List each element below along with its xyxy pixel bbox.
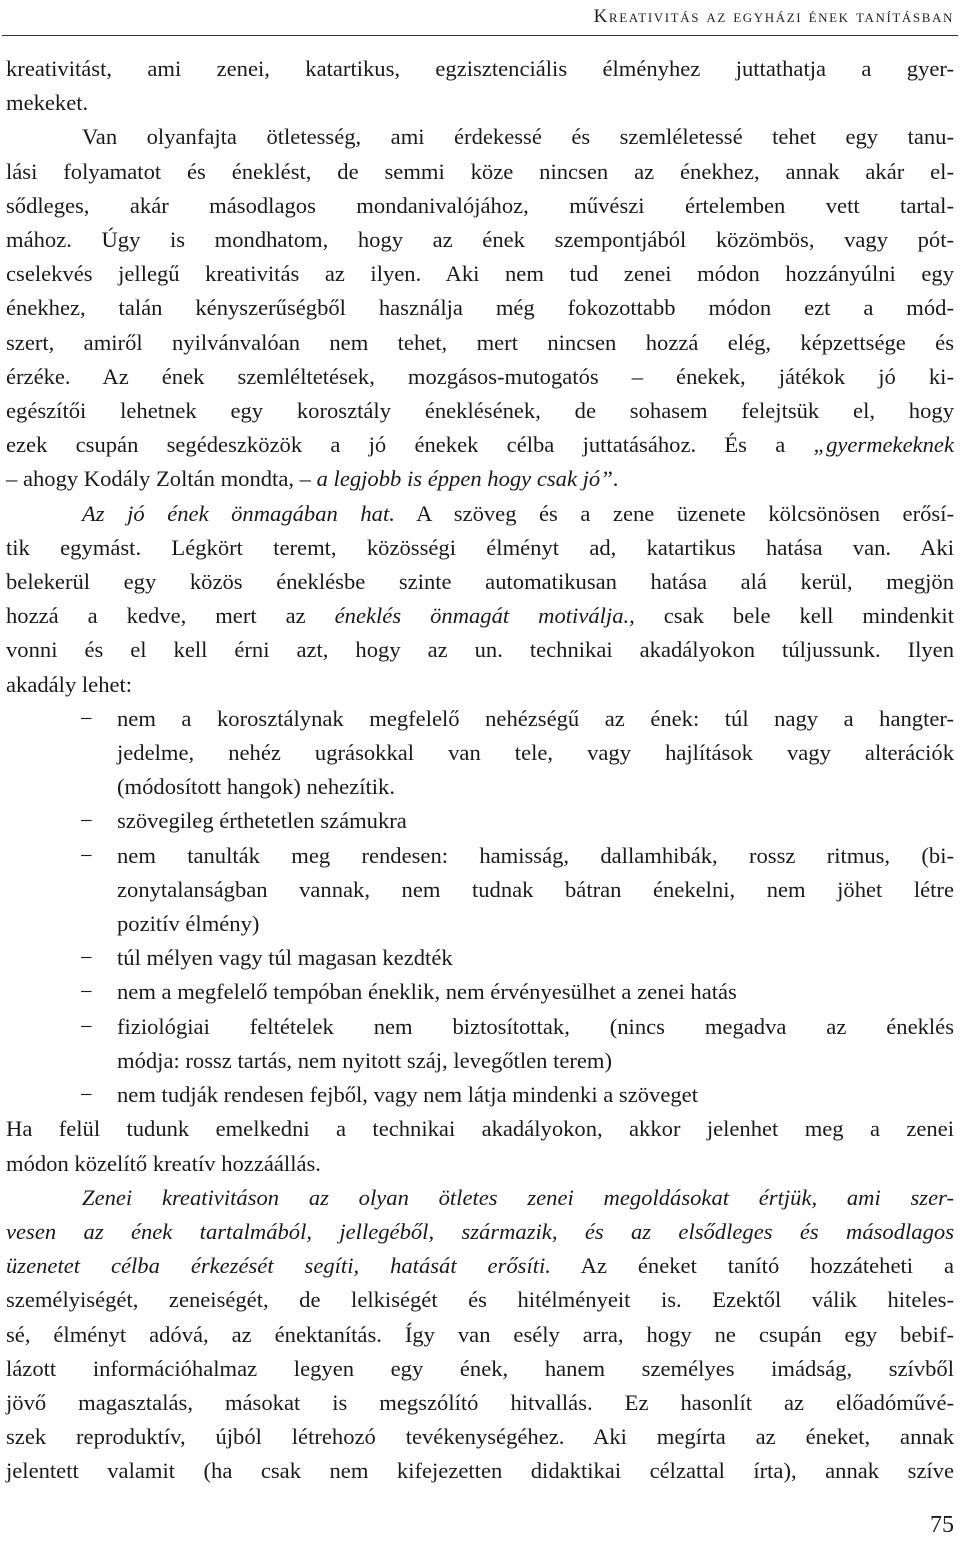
list-dash: −	[80, 705, 93, 731]
text-line: vonni és el kell érni azt, hogy az un. technikai akadályokon túljussunk. Ilyen	[6, 637, 954, 663]
text-line: egészítői lehetnek egy korosztály éneklésének, de sohasem felejtsük el, hogy	[6, 398, 954, 424]
list-dash: −	[80, 1082, 93, 1108]
list-dash: −	[80, 945, 93, 971]
list-item	[6, 804, 954, 838]
list-dash: −	[80, 1013, 93, 1039]
list-item	[6, 941, 954, 975]
list-item-text: nem tudják rendesen fejből, vagy nem látja mindenki a szöveget	[117, 1082, 698, 1108]
text-line: tik egymást. Légkört teremt, közösségi élményt ad, katartikus hatása van. Aki	[6, 534, 954, 560]
running-header-title: Kreativitás az egyházi ének tanításban	[593, 6, 954, 27]
list-dash: −	[80, 979, 93, 1005]
list-item-text: szövegileg érthetetlen számukra	[117, 808, 407, 834]
list-item-text: nem a megfelelő tempóban éneklik, nem érvényesülhet a zenei hatás	[117, 979, 737, 1005]
text-line: Zenei kreativitáson az olyan ötletes zenei megoldásokat értjük, ami szer-	[82, 1184, 954, 1210]
text-line: érzéke. Az ének szemléltetések, mozgásos-mutogatós – énekek, játékok jó ki-	[6, 363, 954, 389]
list-dash: −	[80, 808, 93, 834]
text-line: szek reproduktív, újból létrehozó tevékenységéhez. Aki megírta az éneket, annak	[6, 1424, 954, 1450]
text-line: Van olyanfajta ötletesség, ami érdekessé és szemléletessé tehet egy tanu-	[82, 124, 954, 150]
text-line: módon közelítő kreatív hozzáállás.	[6, 1150, 321, 1176]
list-dash: −	[80, 842, 93, 868]
text-line: akadály lehet:	[6, 671, 133, 697]
text-line: Az jó ének önmagában hat. A szöveg és a zene üzenete kölcsönösen erősí-	[82, 500, 955, 526]
list-item-continuation: (módosított hangok) nehezítik.	[117, 774, 395, 800]
page-number: 75	[930, 1512, 954, 1538]
text-line: cselekvés jellegű kreativitás az ilyen. Aki nem tud zenei módon hozzányúlni egy	[6, 261, 954, 287]
list-item-continuation: pozitív élmény)	[117, 911, 260, 937]
text-line: énekhez, talán kényszerűségből használja még fokozottabb módon ezt a mód-	[6, 295, 954, 321]
text-line: mához. Úgy is mondhatom, hogy az ének szempontjából közömbös, vagy pót-	[6, 227, 954, 253]
list-item-text: nem tanulták meg rendesen: hamisság, dallamhibák, rossz ritmus, (bi-	[117, 842, 954, 868]
text-line: jelentett valamit (ha csak nem kifejezetten didaktikai célzattal írta), annak szíve	[6, 1458, 954, 1484]
text-line: üzenetet célba érkezését segíti, hatását erősíti. Az éneket tanító hozzáteheti a	[6, 1253, 954, 1279]
text-line: – ahogy Kodály Zoltán mondta, – a legjobb is éppen hogy csak jó”.	[6, 466, 619, 492]
text-line: Ha felül tudunk emelkedni a technikai akadályokon, akkor jelenhet meg a zenei	[6, 1116, 954, 1142]
list-item-continuation: jedelme, nehéz ugrásokkal van tele, vagy hajlítások vagy alterációk	[117, 740, 954, 766]
running-header	[0, 0, 960, 40]
text-line: hozzá a kedve, mert az éneklés önmagát motiválja., csak bele kell mindenkit	[6, 603, 954, 629]
text-line: ezek csupán segédeszközök a jó énekek célba juttatásához. És a „gyermekeknek	[6, 432, 954, 458]
text-line: személyiségét, zeneiségét, de lelkiségét és hitélményeit is. Ezektől válik hiteles-	[6, 1287, 954, 1313]
text-line: lázott információhalmaz legyen egy ének, hanem személyes imádság, szívből	[6, 1355, 954, 1381]
list-item	[6, 1078, 954, 1112]
header-divider	[2, 35, 958, 36]
text-line: sődleges, akár másodlagos mondanivalójához, művészi értelemben vett tartal-	[6, 192, 954, 218]
text-line: vesen az ének tartalmából, jellegéből, származik, és az elsődleges és másodlagos	[6, 1218, 954, 1244]
list-item	[6, 975, 954, 1009]
list-item-text: fiziológiai feltételek nem biztosítottak, (nincs megadva az éneklés	[117, 1013, 954, 1039]
list-item	[6, 1010, 954, 1044]
list-item-continuation: módja: rossz tartás, nem nyitott száj, levegőtlen terem)	[117, 1047, 613, 1073]
text-line: szert, amiről nyilvánvalóan nem tehet, mert nincsen hozzá elég, képzettsége és	[6, 329, 954, 355]
text-line: mekeket.	[6, 90, 89, 116]
text-line: belekerül egy közös éneklésbe szinte automatikusan hatása alá kerül, megjön	[6, 569, 954, 595]
list-item-continuation: zonytalanságban vannak, nem tudnak bátran énekelni, nem jöhet létre	[117, 876, 954, 902]
list-item	[6, 839, 954, 873]
list-item	[6, 702, 954, 736]
text-line: jövő magasztalás, másokat is megszólító hitvallás. Ez hasonlít az előadóművé-	[6, 1389, 954, 1415]
text-line: lási folyamatot és éneklést, de semmi köze nincsen az énekhez, annak akár el-	[6, 158, 954, 184]
body-text	[6, 52, 954, 1489]
text-line: kreativitást, ami zenei, katartikus, egzisztenciális élményhez juttathatja a gyer-	[6, 56, 954, 81]
list-item-text: túl mélyen vagy túl magasan kezdték	[117, 945, 453, 971]
list-item-text: nem a korosztálynak megfelelő nehézségű az ének: túl nagy a hangter-	[117, 705, 954, 731]
text-line: sé, élményt adóvá, az énektanítás. Így van esély arra, hogy ne csupán egy bebif-	[6, 1321, 954, 1347]
